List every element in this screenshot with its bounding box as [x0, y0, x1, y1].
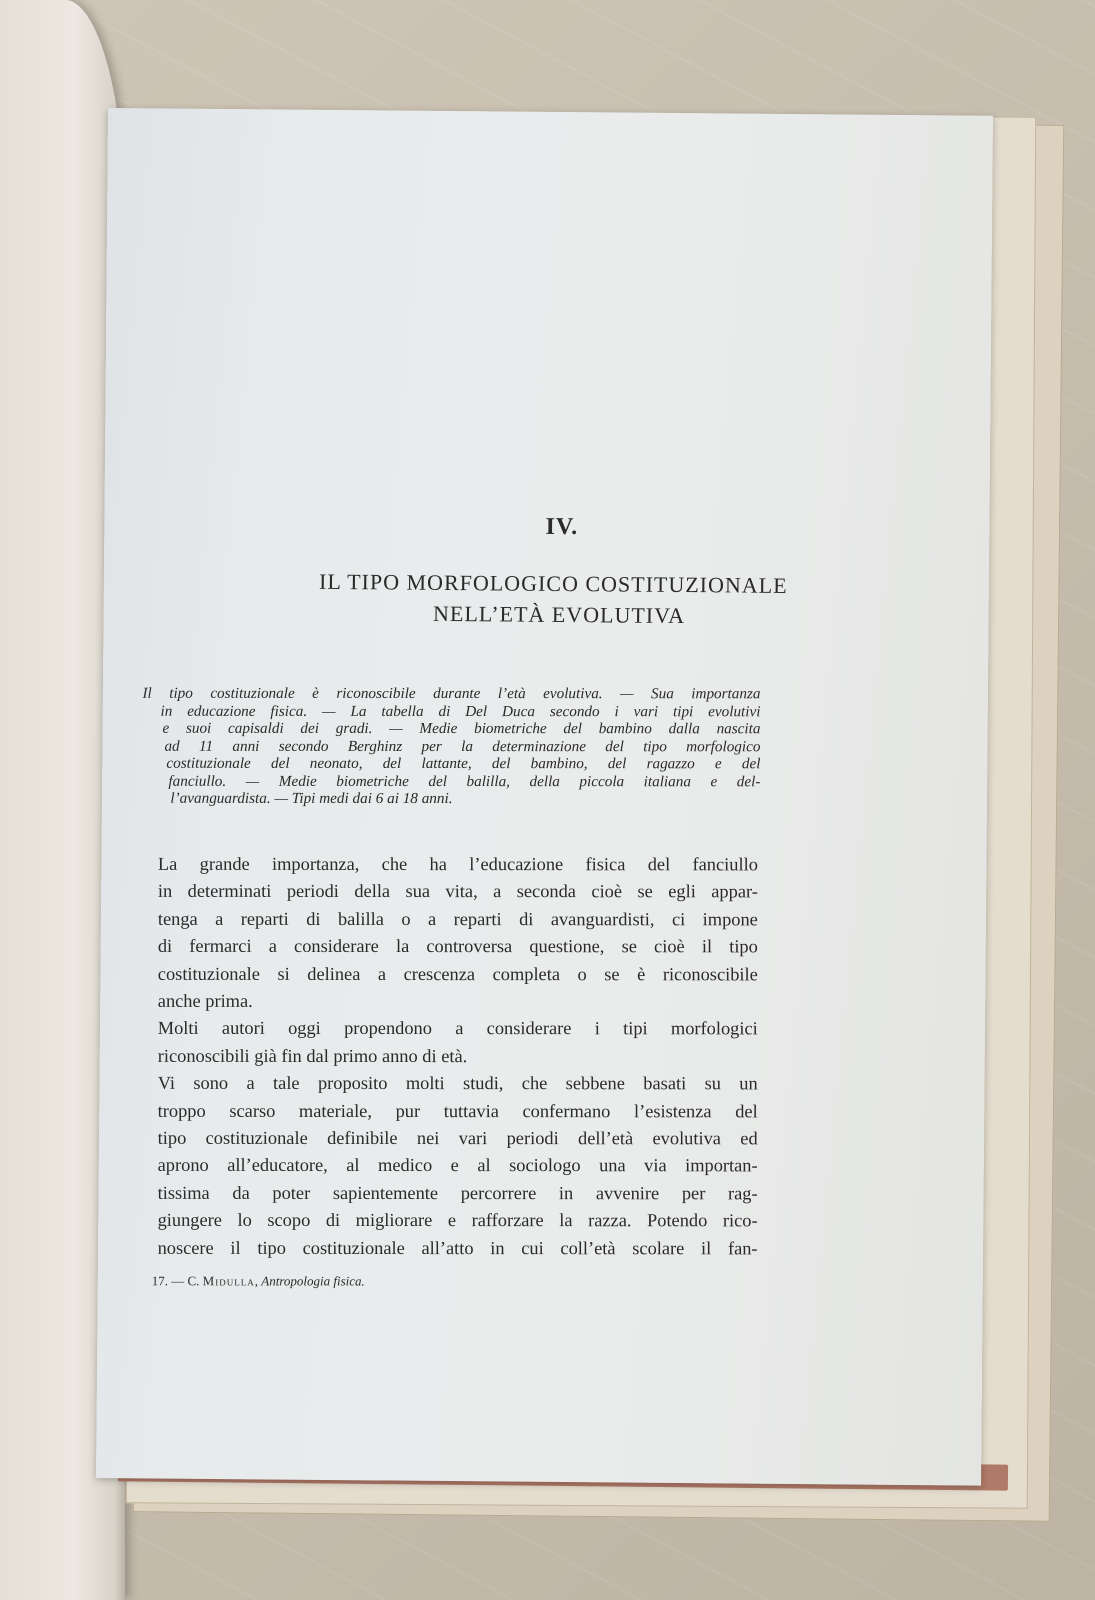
footnote-separator: ,: [254, 1273, 262, 1289]
body-line: giungere lo scopo di migliorare e rafforzare la razza. Potendo rico-: [157, 1210, 758, 1231]
summary-line: l’avanguardista. — Tipi medi dai 6 ai 18 anni.: [170, 789, 453, 808]
summary-line: costituzionale del neonato, del lattante, del bambino, del ragazzo e del: [166, 754, 761, 773]
chapter-title: [103, 564, 989, 634]
body-line: noscere il tipo costituzionale all’atto in cui coll’età scolare il fan-: [157, 1237, 758, 1259]
summary-line: ad 11 anni secondo Berghinz per la determinazione del tipo morfologico: [164, 737, 761, 755]
footnote-title: Antropologia fisica.: [261, 1273, 365, 1289]
body-line: Vi sono a tale proposito molti studi, che sebbene basati su un: [157, 1073, 758, 1094]
summary-line: e suoi capisaldi dei gradi. — Medie biometriche del bambino dalla nascita: [162, 719, 761, 738]
summary-line: Il tipo costituzionale è riconoscibile durante l’età evolutiva. — Sua importanza: [142, 684, 761, 703]
book-page: [96, 108, 993, 1486]
body-line: La grande importanza, che ha l’educazione fisica del fanciullo: [157, 853, 758, 875]
chapter-title-line: IL TIPO MORFOLOGICO COSTITUZIONALE: [319, 568, 788, 598]
body-text: [158, 851, 758, 1263]
body-line: anche prima.: [157, 990, 253, 1011]
footnote-prefix: 17. — C.: [151, 1273, 203, 1289]
body-line: tenga a reparti di balilla o a reparti di avanguardisti, ci impone: [157, 908, 758, 930]
body-line: di fermarci a considerare la controversa questione, se cioè il tipo: [157, 936, 758, 957]
body-line: riconoscibili già fin dal primo anno di età.: [157, 1045, 468, 1066]
body-line: aprono all’educatore, al medico e al sociologo una via importan-: [157, 1155, 758, 1176]
summary-line: in educazione fisica. — La tabella di Del Duca secondo i vari tipi evolutivi: [160, 702, 761, 720]
page-footnote: [152, 1273, 365, 1289]
body-line: Molti autori oggi propendono a considerare i tipi morfologici: [157, 1018, 758, 1039]
body-line: troppo scarso materiale, pur tuttavia confermano l’esistenza del: [157, 1100, 758, 1122]
body-line: tipo costituzionale definibile nei vari periodi dell’età evolutiva ed: [157, 1127, 758, 1149]
body-line: in determinati periodi della sua vita, a seconda cioè se egli appar-: [157, 881, 758, 902]
summary-line: fanciullo. — Medie biometriche del balilla, della piccola italiana e del-: [168, 772, 761, 790]
chapter-title-line: NELL’ETÀ EVOLUTIVA: [432, 600, 686, 629]
body-line: tissima da poter sapientemente percorrere in avvenire per rag-: [157, 1182, 758, 1204]
chapter-number: IV.: [545, 513, 579, 541]
body-line: costituzionale si delinea a crescenza completa o se è riconoscibile: [157, 963, 758, 984]
chapter-summary: [142, 685, 760, 808]
footnote-author: Midulla: [202, 1273, 255, 1289]
